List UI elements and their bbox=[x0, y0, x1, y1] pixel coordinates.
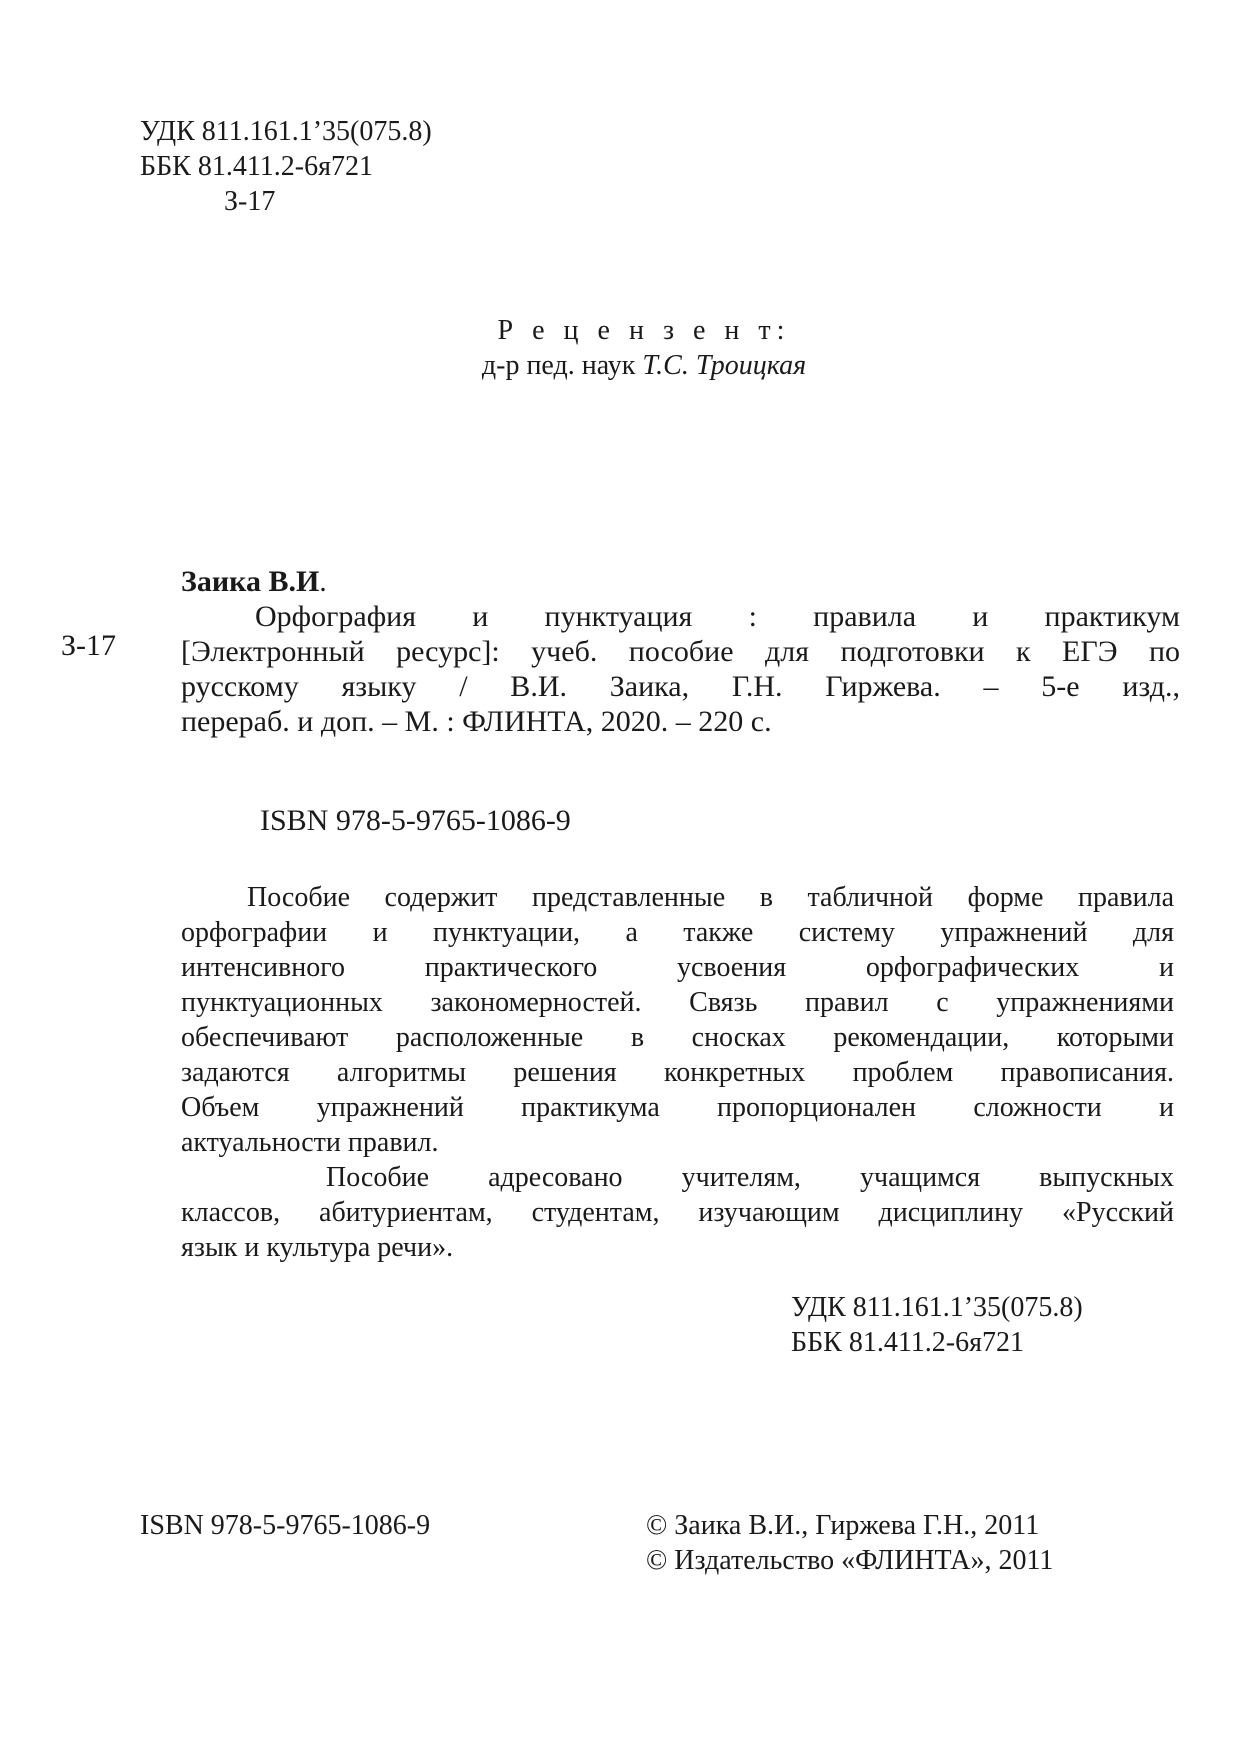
biblio-line: Орфография и пунктуация : правила и практикум bbox=[255, 600, 1180, 633]
biblio-line: [Электронный ресурс]: учеб. пособие для подготовки к ЕГЭ по bbox=[181, 635, 1180, 668]
author-line bbox=[181, 564, 1180, 599]
bottom-classification bbox=[791, 1290, 1083, 1360]
top-classification bbox=[140, 114, 432, 219]
annotation-line: Объем упражнений практикума пропорционален сложности и bbox=[181, 1092, 1174, 1123]
annotation bbox=[181, 880, 1174, 1265]
biblio-line: перераб. и доп. – М. : ФЛИНТА, 2020. – 220 с. bbox=[181, 705, 772, 738]
reviewer-label: Р е ц е н з е н т: bbox=[497, 315, 791, 346]
bibliographic-record bbox=[181, 564, 1180, 739]
bbk-code: ББК 81.411.2-6я721 bbox=[791, 1327, 1024, 1358]
reviewer-block bbox=[424, 313, 864, 383]
copyright-authors: © Заика В.И., Гиржева Г.Н., 2011 bbox=[646, 1510, 1040, 1541]
author-period: . bbox=[319, 565, 327, 598]
reviewer-degree: д-р пед. наук bbox=[481, 350, 643, 381]
author-name: Заика В.И bbox=[181, 565, 320, 598]
reviewer-line bbox=[424, 348, 864, 383]
reviewer-name: Т.С. Троицкая bbox=[642, 350, 807, 381]
udk-code: УДК 811.161.1’35(075.8) bbox=[791, 1292, 1083, 1323]
bbk-code: ББК 81.411.2-6я721 bbox=[140, 151, 373, 182]
isbn-footer: ISBN 978-5-9765-1086-9 bbox=[140, 1510, 431, 1541]
isbn-main: ISBN 978-5-9765-1086-9 bbox=[260, 804, 571, 837]
udk-code: УДК 811.161.1’35(075.8) bbox=[140, 116, 432, 147]
annotation-line: пунктуационных закономерностей. Связь правил с упражнениями bbox=[181, 987, 1174, 1018]
annotation-line: Пособие содержит представленные в табличной форме правила bbox=[247, 882, 1174, 913]
annotation-line: интенсивного практического усвоения орфографических и bbox=[181, 952, 1174, 983]
annotation-line: орфографии и пунктуации, а также систему упражнений для bbox=[181, 917, 1174, 948]
author-sign-code: З-17 bbox=[224, 186, 276, 217]
annotation-line: обеспечивают расположенные в сносках рекомендации, которыми bbox=[181, 1022, 1174, 1053]
annotation-line: язык и культура речи». bbox=[181, 1232, 454, 1263]
annotation-line: Пособие адресовано учителям, учащимся выпускных bbox=[326, 1162, 1174, 1193]
copyright-block bbox=[646, 1508, 1053, 1578]
annotation-line: классов, абитуриентам, студентам, изучающим дисциплину «Русский bbox=[181, 1197, 1174, 1228]
annotation-line: актуальности правил. bbox=[181, 1127, 439, 1158]
biblio-line: русскому языку / В.И. Заика, Г.Н. Гиржева. – 5-е изд., bbox=[181, 670, 1180, 703]
margin-author-sign: З-17 bbox=[61, 629, 117, 662]
copyright-publisher: © Издательство «ФЛИНТА», 2011 bbox=[646, 1545, 1054, 1576]
annotation-line: задаются алгоритмы решения конкретных проблем правописания. bbox=[181, 1057, 1174, 1088]
